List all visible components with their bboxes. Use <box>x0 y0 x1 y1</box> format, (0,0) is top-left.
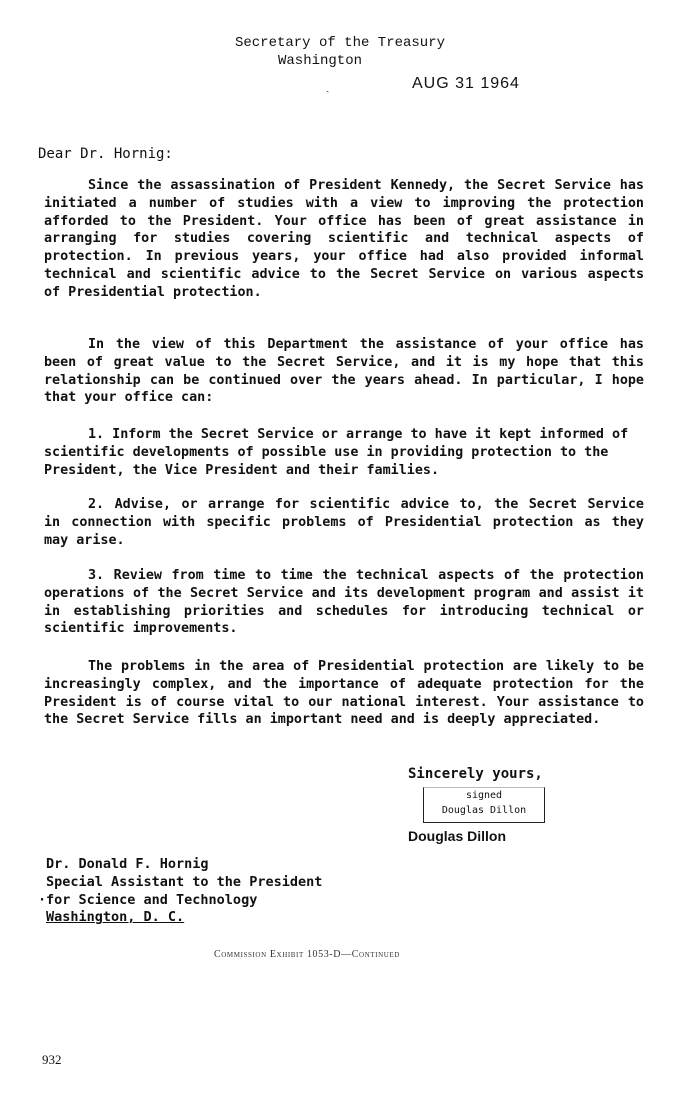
list-item-3-text: 3. Review from time to time the technical aspects of the protection operations of the Secret Service and its development program and assist it in establishing priorities and schedules for introducing technical or scientific improvements. <box>44 568 644 637</box>
paragraph-1-text: Since the assassination of President Kennedy, the Secret Service has initiated a number of studies with a view to improving the protection afforded to the President. Your office has been of great assistance in arranging for studies covering scientific and technical aspects of protection. In previous years, your office had also provided informal technical and scientific advice to the Secret Service on various aspects of Presidential protection. <box>44 178 644 300</box>
closing: Sincerely yours, <box>408 766 543 782</box>
paragraph-1 <box>44 177 644 302</box>
paragraph-2-text: In the view of this Department the assistance of your office has been of great value to the Secret Service, and it is my hope that this relationship can be continued over the years ahead. In particular, I hope that your office can: <box>44 337 644 406</box>
bullet-mark: · <box>38 891 47 908</box>
signature-box <box>423 787 545 823</box>
date-stamp: AUG 31 1964 <box>412 75 520 92</box>
paragraph-2 <box>44 336 644 407</box>
salutation: Dear Dr. Hornig: <box>38 146 173 162</box>
addressee-title-cont-text: for Science and Technology <box>46 891 258 908</box>
addressee-title: Special Assistant to the President <box>46 873 323 890</box>
list-item-2-text: 2. Advise, or arrange for scientific advice to, the Secret Service in connection with specific problems of Presidential protection as they may arise. <box>44 497 644 548</box>
signature-box-name: Douglas Dillon <box>441 805 527 816</box>
paragraph-3 <box>44 658 644 729</box>
paragraph-3-text: The problems in the area of Presidential protection are likely to be increasingly complex, and the importance of adequate protection for the President is of course vital to our national interest. Your assistance to the Secret Service fills an important need and is deeply appreciated. <box>44 659 644 728</box>
addressee-title-cont <box>38 891 322 910</box>
addressee-city: Washington, D. C. <box>46 909 185 926</box>
tick-mark: ˎ <box>326 82 330 93</box>
list-item-3 <box>44 567 644 638</box>
exhibit-caption: Commission Exhibit 1053-D—Continued <box>214 949 400 960</box>
page-number: 932 <box>42 1052 62 1067</box>
letterhead-title: Secretary of the Treasury <box>234 35 446 51</box>
list-item-1 <box>44 426 664 479</box>
list-item-2 <box>44 496 644 549</box>
addressee-name: Dr. Donald F. Hornig <box>46 856 209 872</box>
letterhead-city: Washington <box>277 53 362 69</box>
list-item-1-text: 1. Inform the Secret Service or arrange to have it kept informed of scientific developments of possible use in providing protection to the President, the Vice President and their families. <box>44 427 629 478</box>
signatory-name: Douglas Dillon <box>408 828 506 844</box>
signature-box-signed: signed <box>465 790 503 801</box>
addressee-block <box>38 856 323 927</box>
